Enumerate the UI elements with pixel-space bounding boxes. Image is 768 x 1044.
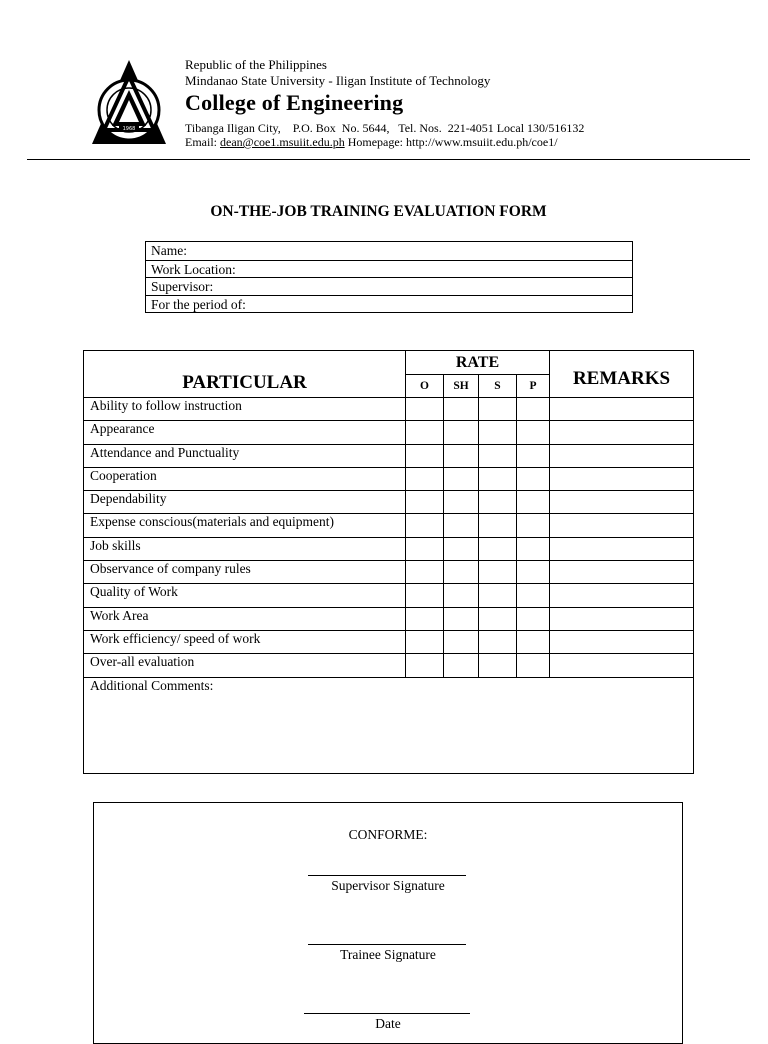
rate-cell-s[interactable] <box>479 398 517 421</box>
rate-cell-p[interactable] <box>517 561 550 584</box>
header-divider <box>27 159 750 160</box>
rate-cell-sh[interactable] <box>444 514 479 537</box>
remarks-cell[interactable] <box>550 491 694 514</box>
college-name: College of Engineering <box>185 90 404 116</box>
table-row <box>84 491 694 514</box>
period-field[interactable]: For the period of: <box>146 295 632 313</box>
rate-cell-p[interactable] <box>517 584 550 607</box>
rate-cell-o[interactable] <box>406 630 444 653</box>
remarks-cell[interactable] <box>550 398 694 421</box>
address-line: Tibanga Iligan City, P.O. Box No. 5644, Tel. Nos. 221-4051 Local 130/516132 <box>185 120 585 135</box>
work-location-field[interactable]: Work Location: <box>146 260 632 278</box>
particular-label: Attendance and Punctuality <box>84 444 406 467</box>
rate-cell-sh[interactable] <box>444 537 479 560</box>
remarks-cell[interactable] <box>550 421 694 444</box>
date-line[interactable] <box>304 1013 470 1014</box>
rate-cell-p[interactable] <box>517 491 550 514</box>
form-title: ON-THE-JOB TRAINING EVALUATION FORM <box>210 203 547 220</box>
rate-cell-sh[interactable] <box>444 467 479 490</box>
university-line: Mindanao State University - Iligan Institute of Technology <box>185 72 491 88</box>
trainee-signature-line[interactable] <box>308 944 466 945</box>
name-field[interactable]: Name: <box>151 243 187 258</box>
rate-cell-s[interactable] <box>479 514 517 537</box>
particular-label: Cooperation <box>84 467 406 490</box>
remarks-cell[interactable] <box>550 537 694 560</box>
rate-cell-sh[interactable] <box>444 654 479 677</box>
particular-header: PARTICULAR <box>84 351 406 398</box>
republic-line: Republic of the Philippines <box>185 57 327 72</box>
rate-cell-o[interactable] <box>406 444 444 467</box>
remarks-cell[interactable] <box>550 607 694 630</box>
particular-label: Observance of company rules <box>84 561 406 584</box>
rate-cell-sh[interactable] <box>444 630 479 653</box>
rate-cell-s[interactable] <box>479 561 517 584</box>
table-row <box>84 607 694 630</box>
rate-cell-sh[interactable] <box>444 607 479 630</box>
rate-cell-s[interactable] <box>479 491 517 514</box>
remarks-header: REMARKS <box>550 351 694 398</box>
rate-cell-s[interactable] <box>479 444 517 467</box>
supervisor-field[interactable]: Supervisor: <box>146 277 632 295</box>
rate-cell-o[interactable] <box>406 584 444 607</box>
rate-cell-s[interactable] <box>479 607 517 630</box>
email-link[interactable]: dean@coe1.msuiit.edu.ph <box>220 134 345 149</box>
rate-cell-p[interactable] <box>517 398 550 421</box>
rate-cell-p[interactable] <box>517 537 550 560</box>
rate-code-o: O <box>406 375 444 398</box>
rate-cell-p[interactable] <box>517 630 550 653</box>
rate-cell-sh[interactable] <box>444 584 479 607</box>
particular-label: Job skills <box>84 537 406 560</box>
rate-cell-sh[interactable] <box>444 561 479 584</box>
rate-cell-o[interactable] <box>406 607 444 630</box>
particular-label: Work efficiency/ speed of work <box>84 630 406 653</box>
rate-cell-s[interactable] <box>479 467 517 490</box>
additional-comments-label: Additional Comments: <box>90 677 214 693</box>
remarks-cell[interactable] <box>550 561 694 584</box>
particular-label: Work Area <box>84 607 406 630</box>
rate-cell-o[interactable] <box>406 537 444 560</box>
remarks-cell[interactable] <box>550 514 694 537</box>
rate-cell-p[interactable] <box>517 607 550 630</box>
rate-header: RATE <box>406 351 550 375</box>
remarks-cell[interactable] <box>550 584 694 607</box>
remarks-cell[interactable] <box>550 654 694 677</box>
remarks-cell[interactable] <box>550 444 694 467</box>
rate-cell-p[interactable] <box>517 444 550 467</box>
rate-cell-s[interactable] <box>479 537 517 560</box>
table-row <box>84 537 694 560</box>
rate-cell-sh[interactable] <box>444 398 479 421</box>
rate-code-s: S <box>479 375 517 398</box>
table-row <box>84 584 694 607</box>
table-row <box>84 398 694 421</box>
letterhead <box>185 57 584 149</box>
rate-cell-o[interactable] <box>406 654 444 677</box>
table-row <box>84 630 694 653</box>
rate-code-sh: SH <box>444 375 479 398</box>
contact-line <box>185 135 584 149</box>
particular-label: Dependability <box>84 491 406 514</box>
rate-cell-p[interactable] <box>517 654 550 677</box>
particular-label: Ability to follow instruction <box>84 398 406 421</box>
rate-cell-o[interactable] <box>406 467 444 490</box>
svg-text:1968: 1968 <box>122 126 136 132</box>
rate-cell-p[interactable] <box>517 467 550 490</box>
particular-label: Expense conscious(materials and equipment) <box>84 514 406 537</box>
conforme-label: CONFORME: <box>348 827 428 842</box>
particular-label: Over-all evaluation <box>84 654 406 677</box>
rate-cell-p[interactable] <box>517 421 550 444</box>
date-label: Date <box>375 1016 401 1031</box>
university-seal-logo <box>88 56 170 152</box>
trainee-info-box <box>145 241 633 313</box>
table-row <box>84 467 694 490</box>
particular-label: Quality of Work <box>84 584 406 607</box>
rate-cell-sh[interactable] <box>444 421 479 444</box>
supervisor-signature-line[interactable] <box>308 875 466 876</box>
rate-cell-o[interactable] <box>406 398 444 421</box>
rate-cell-s[interactable] <box>479 630 517 653</box>
rate-cell-s[interactable] <box>479 654 517 677</box>
table-row <box>84 654 694 677</box>
remarks-cell[interactable] <box>550 630 694 653</box>
rate-cell-o[interactable] <box>406 421 444 444</box>
rate-cell-s[interactable] <box>479 584 517 607</box>
supervisor-signature-label: Supervisor Signature <box>331 878 445 893</box>
table-row <box>84 421 694 444</box>
table-row <box>84 561 694 584</box>
particular-label: Appearance <box>84 421 406 444</box>
remarks-cell[interactable] <box>550 467 694 490</box>
rate-code-p: P <box>517 375 550 398</box>
homepage-text: Homepage: http://www.msuiit.edu.ph/coe1/ <box>344 134 558 149</box>
rate-cell-o[interactable] <box>406 491 444 514</box>
rate-cell-o[interactable] <box>406 561 444 584</box>
rate-cell-p[interactable] <box>517 514 550 537</box>
evaluation-rows <box>84 398 694 678</box>
rate-cell-sh[interactable] <box>444 491 479 514</box>
table-row <box>84 444 694 467</box>
rate-cell-o[interactable] <box>406 514 444 537</box>
rate-cell-sh[interactable] <box>444 444 479 467</box>
email-label: Email: <box>185 134 220 149</box>
signature-box <box>93 802 683 1044</box>
rate-cell-s[interactable] <box>479 421 517 444</box>
evaluation-table <box>83 350 694 774</box>
trainee-signature-label: Trainee Signature <box>340 947 436 962</box>
table-row <box>84 514 694 537</box>
additional-comments-field[interactable] <box>84 677 694 773</box>
